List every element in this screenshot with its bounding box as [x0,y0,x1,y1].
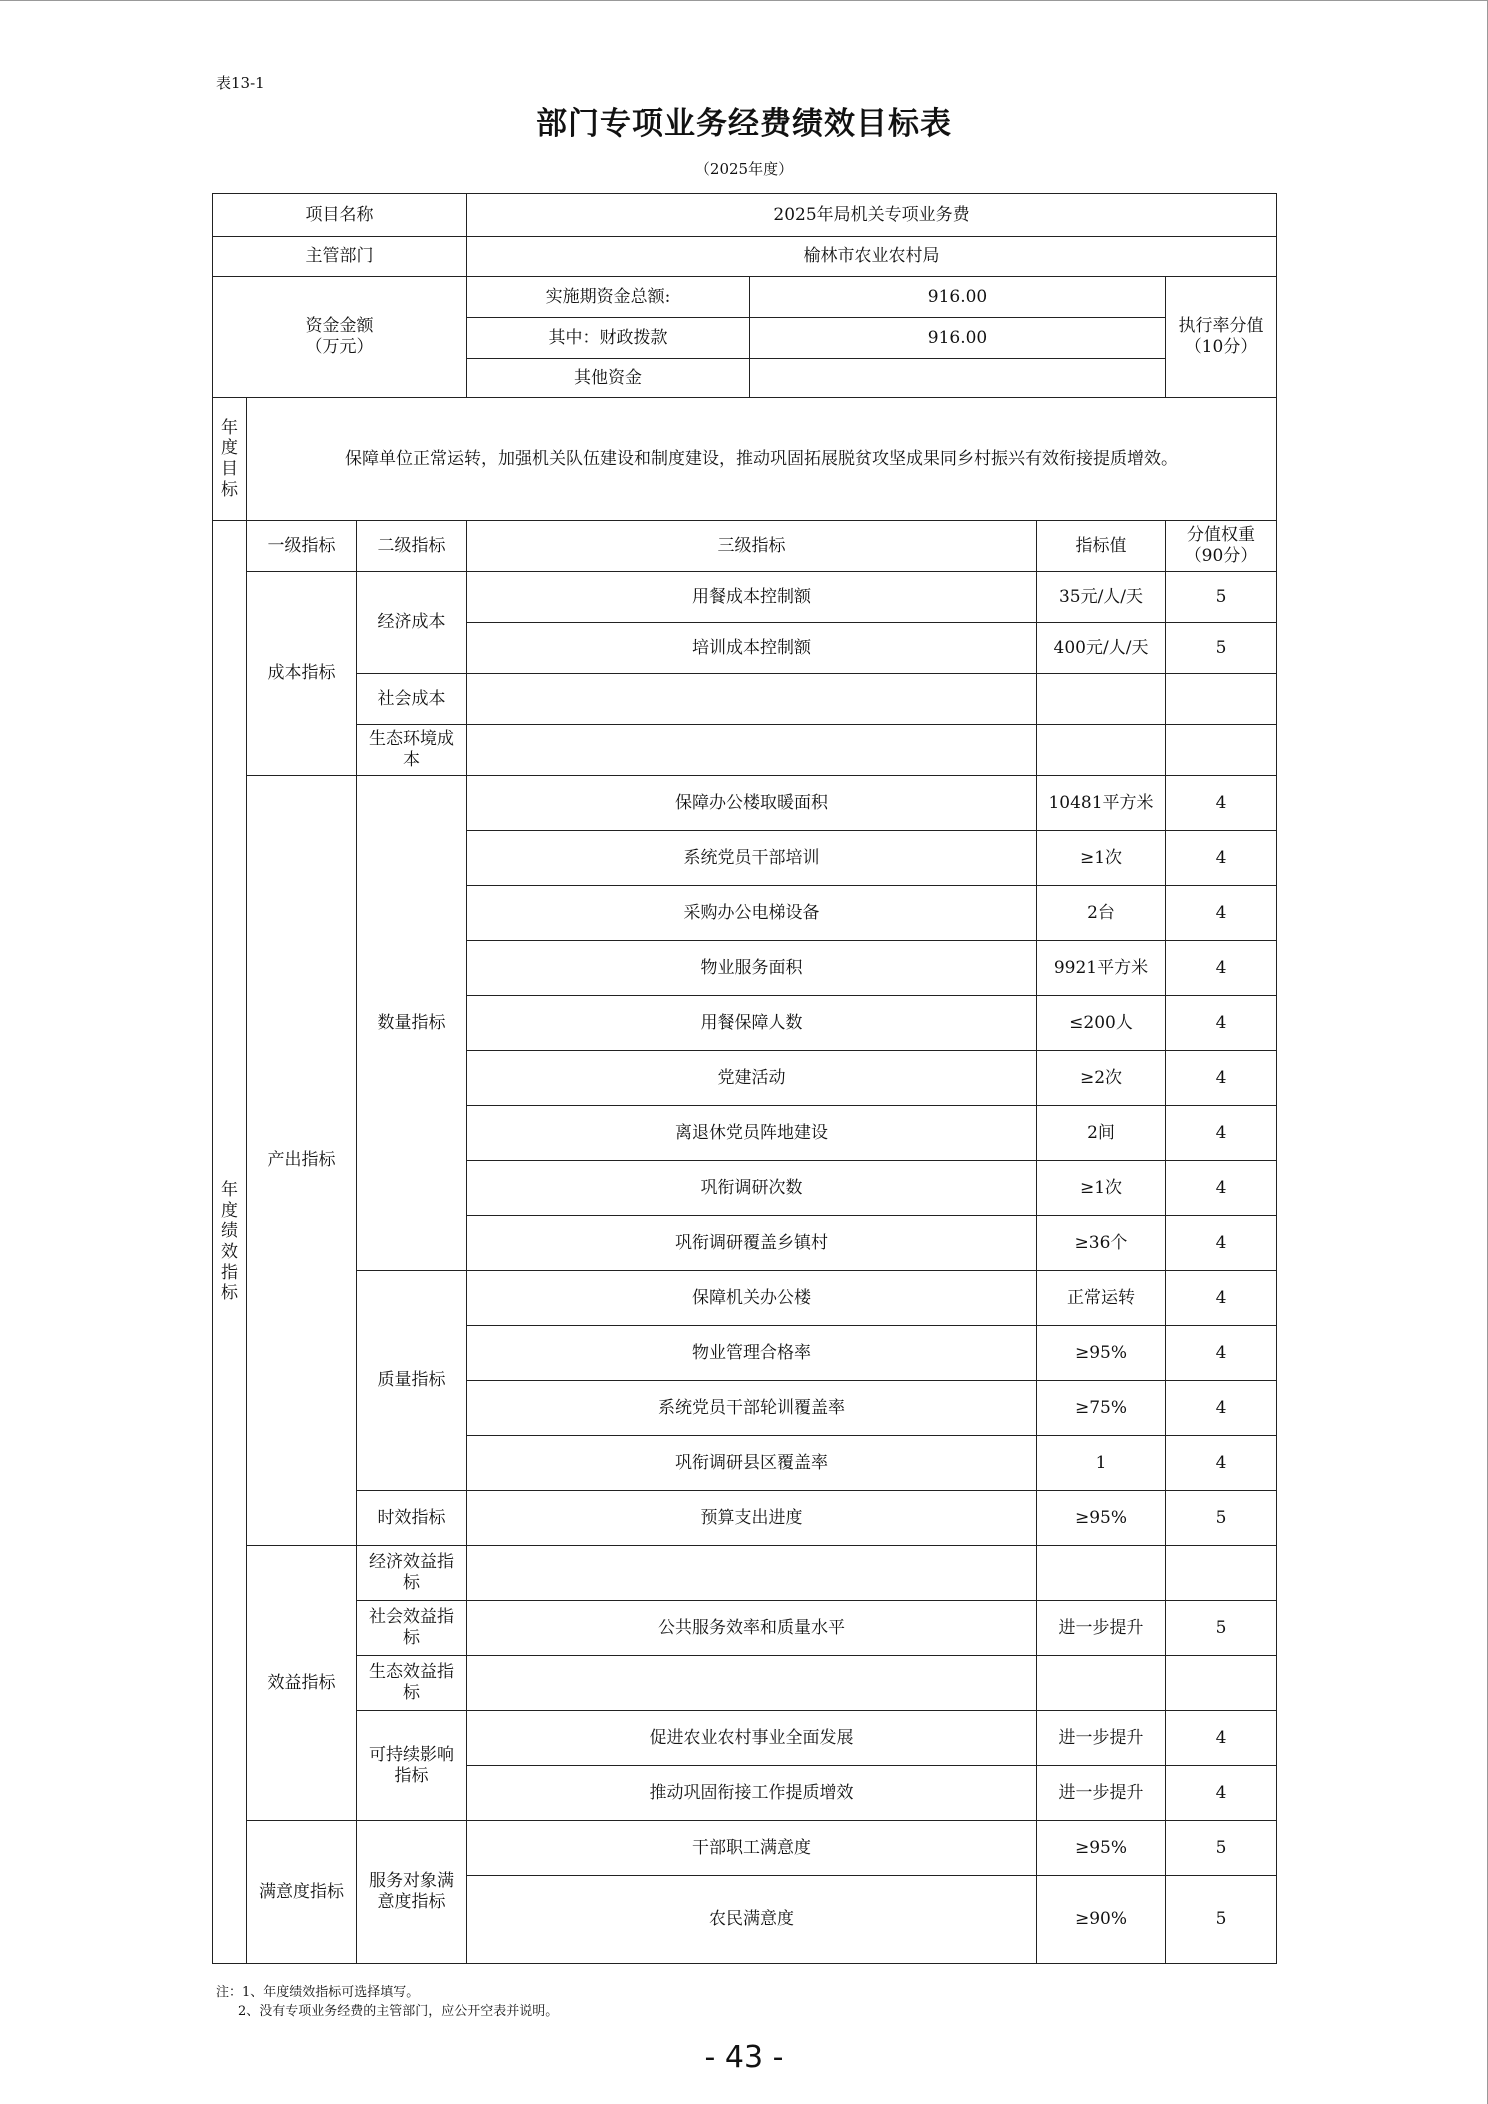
exec-rate-label: 执行率分值 （10分） [1166,277,1277,398]
department-label: 主管部门 [213,237,467,277]
indicator-weight: 5 [1166,1491,1277,1546]
quantity-indicators-label: 数量指标 [357,776,467,1271]
footnotes [216,1983,558,2021]
indicator-value: 400元/人/天 [1037,623,1166,674]
indicator-weight: 4 [1166,1326,1277,1381]
col-value: 指标值 [1037,521,1166,572]
table-row [213,1491,1277,1546]
funds-fiscal-value: 916.00 [750,318,1166,359]
indicator-value: ≥95% [1037,1326,1166,1381]
indicator-weight: 4 [1166,1271,1277,1326]
col-weight: 分值权重 （90分） [1166,521,1277,572]
indicator-weight: 4 [1166,1051,1277,1106]
funds-label: 资金金额 （万元） [213,277,467,398]
indicator-value: ≥1次 [1037,1161,1166,1216]
indicator-weight: 4 [1166,1216,1277,1271]
funds-other-value [750,359,1166,398]
indicator-value: 进一步提升 [1037,1766,1166,1821]
funds-other-label: 其他资金 [467,359,750,398]
indicator-name: 推动巩固衔接工作提质增效 [467,1766,1037,1821]
indicator-weight: 5 [1166,1876,1277,1964]
indicator-value: ≤200人 [1037,996,1166,1051]
col-level1: 一级指标 [247,521,357,572]
funds-total-row [213,277,1277,318]
project-name-row [213,194,1277,237]
social-benefit-label: 社会效益指标 [357,1601,467,1656]
indicator-name: 采购办公电梯设备 [467,886,1037,941]
benefit-indicators-label: 效益指标 [247,1546,357,1821]
economic-cost-label: 经济成本 [357,572,467,674]
indicator-value: 2台 [1037,886,1166,941]
annual-goal-row [213,398,1277,521]
indicator-value: 1 [1037,1436,1166,1491]
indicator-name: 巩衔调研县区覆盖率 [467,1436,1037,1491]
indicator-weight: 4 [1166,1106,1277,1161]
indicator-weight: 4 [1166,1161,1277,1216]
indicator-weight: 4 [1166,941,1277,996]
timeliness-indicators-label: 时效指标 [357,1491,467,1546]
indicator-name: 预算支出进度 [467,1491,1037,1546]
indicator-weight: 5 [1166,1821,1277,1876]
funds-total-label: 实施期资金总额: [467,277,750,318]
annual-goal-label: 年度目标 [213,398,247,521]
indicator-value: 2间 [1037,1106,1166,1161]
annual-goal-text: 保障单位正常运转，加强机关队伍建设和制度建设，推动巩固拓展脱贫攻坚成果同乡村振兴有效衔接提质增效。 [247,398,1277,521]
table-id: 表13-1 [216,74,265,92]
performance-table [212,193,1277,1964]
table-row [213,1546,1277,1601]
indicator-weight: 4 [1166,776,1277,831]
table-row [213,1601,1277,1656]
table-row [213,725,1277,776]
indicator-weight: 5 [1166,572,1277,623]
funds-fiscal-label: 其中：财政拨款 [467,318,750,359]
indicator-value: 进一步提升 [1037,1601,1166,1656]
indicator-value: 9921平方米 [1037,941,1166,996]
indicator-name: 保障办公楼取暖面积 [467,776,1037,831]
department-row [213,237,1277,277]
page-title: 部门专项业务经费绩效目标表 [536,106,952,142]
indicator-name: 巩衔调研覆盖乡镇村 [467,1216,1037,1271]
footnote: 2、没有专项业务经费的主管部门，应公开空表并说明。 [238,2004,559,2019]
indicator-weight: 4 [1166,1381,1277,1436]
annual-indicators-label: 年度绩效指标 [213,521,247,1964]
table-row [213,1821,1277,1876]
department-value: 榆林市农业农村局 [467,237,1277,277]
indicator-name: 保障机关办公楼 [467,1271,1037,1326]
eco-env-cost-label: 生态环境成本 [357,725,467,776]
indicator-value: 正常运转 [1037,1271,1166,1326]
table-row [213,1711,1277,1766]
economic-benefit-label: 经济效益指标 [357,1546,467,1601]
col-level3: 三级指标 [467,521,1037,572]
page-number: - 43 - [704,2040,784,2075]
eco-benefit-label: 生态效益指标 [357,1656,467,1711]
indicator-weight: 5 [1166,623,1277,674]
indicator-name: 物业管理合格率 [467,1326,1037,1381]
indicator-name: 农民满意度 [467,1876,1037,1964]
indicator-weight: 4 [1166,831,1277,886]
indicator-weight: 4 [1166,1436,1277,1491]
funds-total-value: 916.00 [750,277,1166,318]
table-row [213,1271,1277,1326]
col-level2: 二级指标 [357,521,467,572]
footnote: 注：1、年度绩效指标可选择填写。 [216,1985,420,2000]
indicator-weight: 4 [1166,886,1277,941]
table-row [213,572,1277,623]
indicator-value: ≥36个 [1037,1216,1166,1271]
output-indicators-label: 产出指标 [247,776,357,1546]
indicator-name: 系统党员干部轮训覆盖率 [467,1381,1037,1436]
service-satisfaction-label: 服务对象满意度指标 [357,1821,467,1964]
indicator-name: 促进农业农村事业全面发展 [467,1711,1037,1766]
sustain-impact-label: 可持续影响指标 [357,1711,467,1821]
satisfaction-indicators-label: 满意度指标 [247,1821,357,1964]
table-row [213,1656,1277,1711]
indicator-weight: 4 [1166,1711,1277,1766]
indicator-name: 巩衔调研次数 [467,1161,1037,1216]
indicator-name: 用餐保障人数 [467,996,1037,1051]
indicator-weight: 5 [1166,1601,1277,1656]
indicator-name: 用餐成本控制额 [467,572,1037,623]
indicator-name: 公共服务效率和质量水平 [467,1601,1037,1656]
table-row [213,776,1277,831]
indicator-name: 培训成本控制额 [467,623,1037,674]
indicator-name: 干部职工满意度 [467,1821,1037,1876]
project-name-value: 2025年局机关专项业务费 [467,194,1277,237]
indicator-weight: 4 [1166,1766,1277,1821]
social-cost-label: 社会成本 [357,674,467,725]
indicator-name: 物业服务面积 [467,941,1037,996]
indicator-name: 离退休党员阵地建设 [467,1106,1037,1161]
indicator-value: ≥90% [1037,1876,1166,1964]
table-row [213,674,1277,725]
indicator-value: 10481平方米 [1037,776,1166,831]
indicator-value: 进一步提升 [1037,1711,1166,1766]
indicator-value: ≥95% [1037,1491,1166,1546]
indicator-name: 系统党员干部培训 [467,831,1037,886]
indicator-header-row [213,521,1277,572]
indicator-value: 35元/人/天 [1037,572,1166,623]
quality-indicators-label: 质量指标 [357,1271,467,1491]
indicator-value: ≥75% [1037,1381,1166,1436]
indicator-weight: 4 [1166,996,1277,1051]
indicator-name: 党建活动 [467,1051,1037,1106]
project-name-label: 项目名称 [213,194,467,237]
indicator-value: ≥95% [1037,1821,1166,1876]
indicator-value: ≥1次 [1037,831,1166,886]
cost-indicators-label: 成本指标 [247,572,357,776]
indicator-value: ≥2次 [1037,1051,1166,1106]
fiscal-year: （2025年度） [694,160,794,178]
